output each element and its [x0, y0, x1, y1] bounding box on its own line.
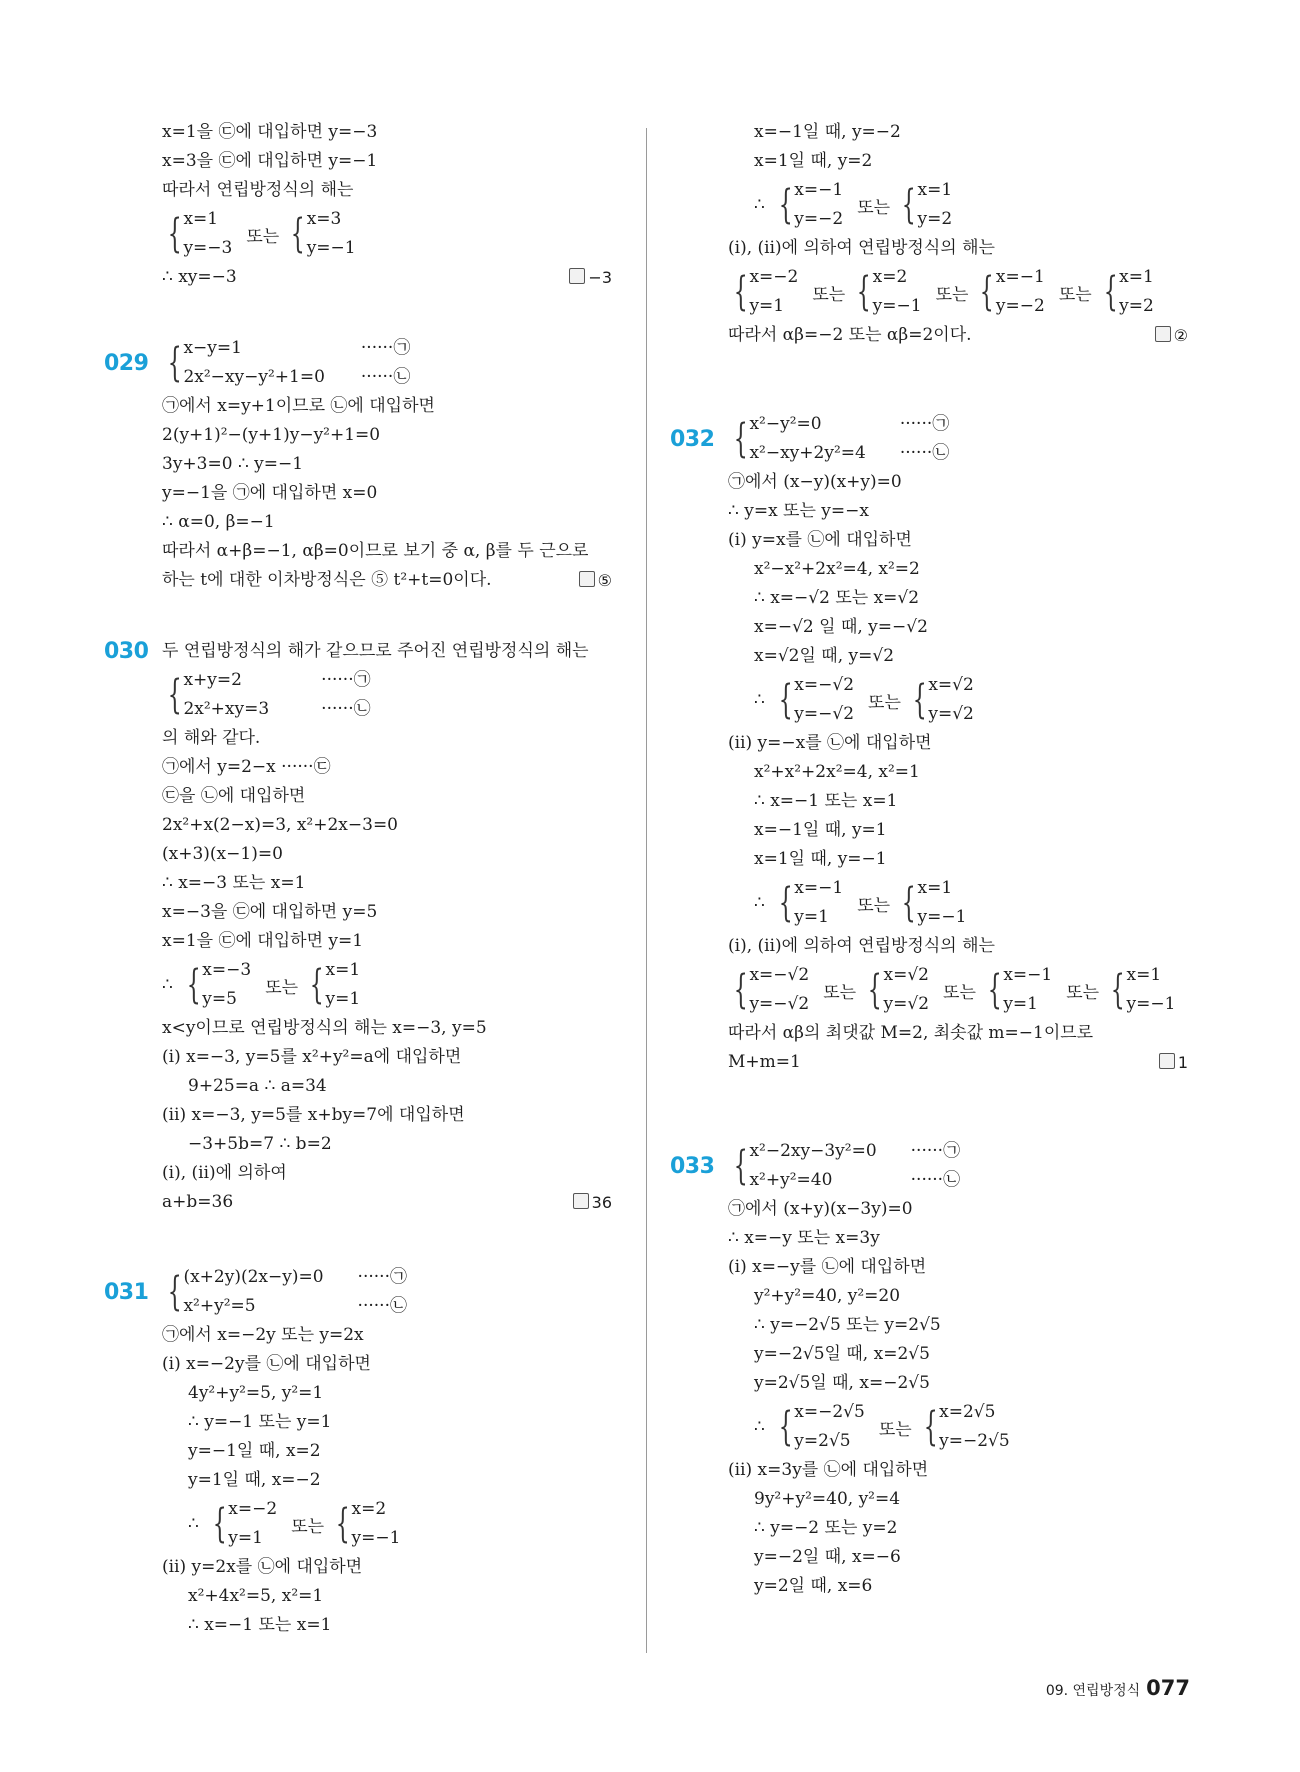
text-line: ㉠에서 x=y+1이므로 ㉡에 대입하면	[162, 396, 435, 416]
text-line: 따라서 αβ=−2 또는 αβ=2이다. ②	[728, 321, 1188, 350]
text-line: a+b=36 36	[162, 1188, 612, 1217]
text-line: y=1일 때, x=−2	[188, 1470, 321, 1490]
text-line: 의 해와 같다.	[162, 728, 261, 748]
text-line: x²+4x²=5, x²=1	[188, 1586, 324, 1606]
text-line: ∴ y=−2 또는 y=2	[754, 1518, 898, 1538]
text-line: 따라서 연립방정식의 해는	[162, 180, 354, 200]
problem-number: 033	[670, 1153, 715, 1179]
answer-badge: 36	[573, 1188, 612, 1217]
text-line: y=−1을 ㉠에 대입하면 x=0	[162, 483, 378, 503]
solution-system: ∴ { x=−√2 y=−√2 또는 { x=√2 y=√2	[754, 675, 974, 724]
problem-030-system: { x+y=2 2x²+xy=3 ······㉠ ······㉡	[167, 670, 371, 719]
text-line: −3+5b=7 ∴ b=2	[188, 1134, 332, 1154]
problem-032: 032 { x²−y²=0 x²−xy+2y²=4 ······㉠ ······㉡	[670, 414, 950, 463]
text-line: ∴ x=−1 또는 x=1	[188, 1615, 332, 1635]
column-divider	[646, 128, 647, 1653]
text-line: (ⅱ) y=2x를 ㉡에 대입하면	[162, 1557, 363, 1577]
page-footer	[1046, 1676, 1190, 1700]
text-line: x=−√2 일 때, y=−√2	[754, 617, 928, 637]
text-line: x=1일 때, y=−1	[754, 849, 887, 869]
text-line: (ⅰ), (ⅱ)에 의하여 연립방정식의 해는	[728, 936, 995, 956]
text-line: 2x²+x(2−x)=3, x²+2x−3=0	[162, 815, 398, 835]
text-line: ㉠에서 y=2−x ······㉢	[162, 757, 331, 777]
text-line: x=−1일 때, y=−2	[754, 122, 901, 142]
text-line: y=2일 때, x=6	[754, 1576, 873, 1596]
text-line: x²−x²+2x²=4, x²=2	[754, 559, 920, 579]
text-line: ∴ y=−1 또는 y=1	[188, 1412, 332, 1432]
text-line: (ⅰ) x=−3, y=5를 x²+y²=a에 대입하면	[162, 1047, 462, 1067]
text-line: y=−2√5일 때, x=2√5	[754, 1344, 930, 1364]
text-line: x=3을 ㉢에 대입하면 y=−1	[162, 151, 378, 171]
problem-number: 030	[104, 639, 149, 664]
text-line: x=√2일 때, y=√2	[754, 646, 895, 666]
answer-icon	[573, 1193, 589, 1209]
solution-system: ∴ { x=−1 y=−2 또는 { x=1 y=2	[754, 180, 953, 229]
text-line: 4y²+y²=5, y²=1	[188, 1383, 324, 1403]
text-line: ∴ α=0, β=−1	[162, 512, 275, 532]
text-line: (ⅰ) x=−y를 ㉡에 대입하면	[728, 1257, 927, 1277]
text-line: (ⅰ) y=x를 ㉡에 대입하면	[728, 530, 912, 550]
text-line: ∴ xy=−3 −3	[162, 263, 612, 292]
text-line: 2(y+1)²−(y+1)y−y²+1=0	[162, 425, 381, 445]
text-line: M+m=1 1	[728, 1048, 1188, 1077]
text-line: x=−3을 ㉢에 대입하면 y=5	[162, 902, 378, 922]
text-line: x=1일 때, y=2	[754, 151, 873, 171]
solution-system: ∴ { x=−2 y=1 또는 { x=2 y=−1	[188, 1499, 401, 1548]
text-line: 030 두 연립방정식의 해가 같으므로 주어진 연립방정식의 해는	[104, 639, 589, 664]
answer-icon	[1155, 326, 1171, 342]
solution-system: { x=1 y=−3 또는 { x=3 y=−1	[167, 209, 356, 258]
answer-icon	[579, 571, 595, 587]
text-line: (ⅰ) x=−2y를 ㉡에 대입하면	[162, 1354, 371, 1374]
answer-badge: −3	[569, 263, 612, 292]
text-line: 따라서 α+β=−1, αβ=0이므로 보기 중 α, β를 두 근으로	[162, 541, 589, 561]
text-line: x²+x²+2x²=4, x²=1	[754, 762, 920, 782]
text-line: x<y이므로 연립방정식의 해는 x=−3, y=5	[162, 1018, 487, 1038]
text-line: ㉠에서 (x−y)(x+y)=0	[728, 472, 902, 492]
solution-system: { x=−2 y=1 또는 { x=2 y=−1 또는 { x=−1 y=−2 또는 { x=1 y=2	[733, 267, 1154, 316]
problem-number: 031	[104, 1279, 149, 1305]
text-line: ∴ x=−y 또는 x=3y	[728, 1228, 880, 1248]
text-line: y=−1일 때, x=2	[188, 1441, 321, 1461]
text-line: ∴ y=−2√5 또는 y=2√5	[754, 1315, 941, 1335]
solution-system: ∴ { x=−3 y=5 또는 { x=1 y=1	[162, 960, 361, 1009]
text-line: 따라서 αβ의 최댓값 M=2, 최솟값 m=−1이므로	[728, 1023, 1094, 1043]
text-line: x=−1일 때, y=1	[754, 820, 887, 840]
problem-033: 033 { x²−2xy−3y²=0 x²+y²=40 ······㉠ ······㉡	[670, 1141, 961, 1190]
text-line: ∴ x=−1 또는 x=1	[754, 791, 898, 811]
text-line: ∴ y=x 또는 y=−x	[728, 501, 869, 521]
answer-badge: ⑤	[579, 566, 612, 595]
text-line: (x+3)(x−1)=0	[162, 844, 283, 864]
problem-number: 032	[670, 426, 715, 452]
solution-system: ∴ { x=−2√5 y=2√5 또는 { x=2√5 y=−2√5	[754, 1402, 1010, 1451]
right-column	[670, 118, 1188, 1601]
text-line: y=2√5일 때, x=−2√5	[754, 1373, 930, 1393]
text-line: (ⅰ), (ⅱ)에 의하여	[162, 1163, 287, 1183]
problem-number: 029	[104, 350, 149, 376]
text-line: x=1을 ㉢에 대입하면 y=1	[162, 931, 364, 951]
text-line: y²+y²=40, y²=20	[754, 1286, 901, 1306]
text-line: x=1을 ㉢에 대입하면 y=−3	[162, 122, 378, 142]
text-line: ㉢을 ㉡에 대입하면	[162, 786, 306, 806]
left-column	[104, 118, 612, 1640]
answer-badge: ②	[1155, 321, 1188, 350]
text-line: (ⅰ), (ⅱ)에 의하여 연립방정식의 해는	[728, 238, 995, 258]
problem-029: 029 { x−y=1 2x²−xy−y²+1=0 ······㉠ ······㉡	[104, 338, 411, 387]
solution-system: { x=−√2 y=−√2 또는 { x=√2 y=√2 또는 { x=−1 y=1 또는 { x=1 y=−1	[733, 965, 1176, 1014]
text-line: ㉠에서 x=−2y 또는 y=2x	[162, 1325, 364, 1345]
solution-system: ∴ { x=−1 y=1 또는 { x=1 y=−1	[754, 878, 967, 927]
text-line: (ⅱ) x=3y를 ㉡에 대입하면	[728, 1460, 929, 1480]
answer-icon	[569, 268, 585, 284]
text-line: 9+25=a ∴ a=34	[188, 1076, 327, 1096]
text-line: (ⅱ) x=−3, y=5를 x+by=7에 대입하면	[162, 1105, 465, 1125]
page-number: 077	[1146, 1676, 1190, 1700]
text-line: (ⅱ) y=−x를 ㉡에 대입하면	[728, 733, 932, 753]
text-line: 하는 t에 대한 이차방정식은 ⑤ t²+t=0이다. ⑤	[162, 566, 612, 595]
text-line: ㉠에서 (x+y)(x−3y)=0	[728, 1199, 913, 1219]
answer-icon	[1159, 1053, 1175, 1069]
chapter-title: 09. 연립방정식	[1045, 1683, 1141, 1699]
text-line: 3y+3=0 ∴ y=−1	[162, 454, 304, 474]
text-line: ∴ x=−3 또는 x=1	[162, 873, 306, 893]
text-line: y=−2일 때, x=−6	[754, 1547, 901, 1567]
answer-badge: 1	[1159, 1048, 1188, 1077]
text-line: ∴ x=−√2 또는 x=√2	[754, 588, 920, 608]
problem-031: 031 { (x+2y)(2x−y)=0 x²+y²=5 ······㉠ ······㉡	[104, 1267, 407, 1316]
text-line: 9y²+y²=40, y²=4	[754, 1489, 901, 1509]
